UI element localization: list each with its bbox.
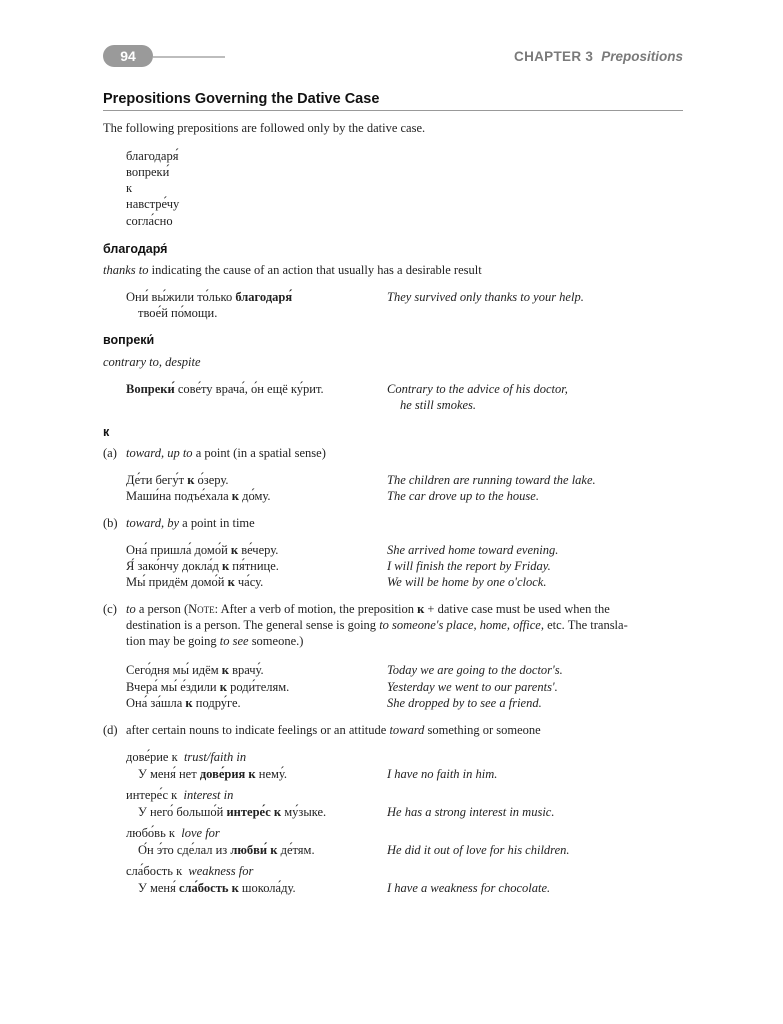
entry-heading-vopreki: вопреки́ [103, 333, 155, 347]
example-en: He did it out of love for his children. [387, 843, 570, 857]
example-ru: У меня́ сла́бость к шокола́ду. [138, 881, 296, 895]
entry-definition: thanks to indicating the cause of an action that usually has a desirable result [103, 263, 482, 277]
entry-definition: contrary to, despite [103, 355, 201, 369]
subsense-label: (a) [103, 446, 117, 460]
list-item: к [126, 181, 133, 195]
header-rule [153, 56, 225, 58]
example-en: I have no faith in him. [387, 767, 498, 781]
example-en: They survived only thanks to your help. [387, 290, 584, 304]
example-en: The car drove up to the house. [387, 489, 539, 503]
example-en: Today we are going to the doctor's. [387, 663, 563, 677]
example-ru: Маши́на подъе́хала к до́му. [126, 489, 271, 503]
example-en: Yesterday we went to our parents'. [387, 680, 558, 694]
example-en: She dropped by to see a friend. [387, 696, 542, 710]
example-en: Contrary to the advice of his doctor, [387, 382, 568, 396]
entry-heading-blagodarya: благодаря́ [103, 242, 168, 256]
example-en-continued: he still smokes. [400, 398, 477, 412]
noun-entry: дове́рие к trust/faith in [126, 750, 247, 764]
intro-text: The following prepositions are followed only by the dative case. [103, 121, 426, 135]
subsense-label: (d) [103, 723, 118, 737]
subsense-definition: toward, by a point in time [126, 516, 255, 530]
example-ru: У него́ большо́й интере́с к му́зыке. [138, 805, 327, 819]
subsense-definition: after certain nouns to indicate feelings or an attitude toward something or someone [126, 723, 541, 737]
example-ru: Я́ зако́нчу докла́д к пя́тнице. [126, 559, 279, 573]
example-ru-continued: твое́й по́мощи. [138, 306, 218, 320]
subsense-definition: toward, up to a point (in a spatial sense) [126, 446, 326, 460]
list-item: согла́сно [126, 214, 173, 228]
noun-entry: любо́вь к love for [126, 826, 220, 840]
subsense-label: (b) [103, 516, 118, 530]
example-ru: Сего́дня мы́ идём к врачу́. [126, 663, 264, 677]
section-title: Prepositions Governing the Dative Case [103, 91, 380, 107]
example-en: The children are running toward the lake. [387, 473, 596, 487]
example-ru: Мы́ придём домо́й к ча́су. [126, 575, 264, 589]
example-en: She arrived home toward evening. [387, 543, 559, 557]
example-ru: О́н э́то сде́лал из любви́ к де́тям. [138, 843, 315, 857]
example-ru: Вопреки́ сове́ту врача́, о́н ещё ку́рит. [126, 382, 324, 396]
example-ru: Она́ за́шла к подру́ге. [126, 696, 241, 710]
subsense-definition-line1: to a person (Note: After a verb of motion, the preposition к + dative case must be used when the [126, 602, 610, 616]
example-en: He has a strong interest in music. [387, 805, 555, 819]
entry-heading-k: к [103, 425, 110, 439]
section-divider [103, 110, 683, 111]
list-item: вопреки́ [126, 165, 170, 179]
subsense-definition-line2: destination is a person. The general sense is going to someone's place, home, office, etc. The transla- [126, 618, 628, 632]
example-en: I will finish the report by Friday. [387, 559, 551, 573]
example-ru: У меня́ нет дове́рия к нему́. [138, 767, 288, 781]
list-item: навстре́чу [126, 197, 180, 211]
example-ru: Вчера́ мы́ е́здили к роди́телям. [126, 680, 290, 694]
example-ru: Они́ вы́жили то́лько благодаря́ [126, 290, 293, 304]
example-ru: Де́ти бегу́т к о́зеру. [126, 473, 229, 487]
chapter-title: Prepositions [601, 49, 683, 64]
chapter-label: CHAPTER 3 [514, 49, 594, 64]
page-number: 94 [103, 45, 153, 67]
list-item: благодаря́ [126, 149, 179, 163]
noun-entry: интере́с к interest in [126, 788, 234, 802]
subsense-definition-line3: tion may be going to see someone.) [126, 634, 304, 648]
noun-entry: сла́бость к weakness for [126, 864, 254, 878]
example-en: We will be home by one o'clock. [387, 575, 547, 589]
example-ru: Она́ пришла́ домо́й к ве́черу. [126, 543, 279, 557]
subsense-label: (c) [103, 602, 117, 616]
running-head [514, 49, 683, 64]
example-en: I have a weakness for chocolate. [387, 881, 551, 895]
